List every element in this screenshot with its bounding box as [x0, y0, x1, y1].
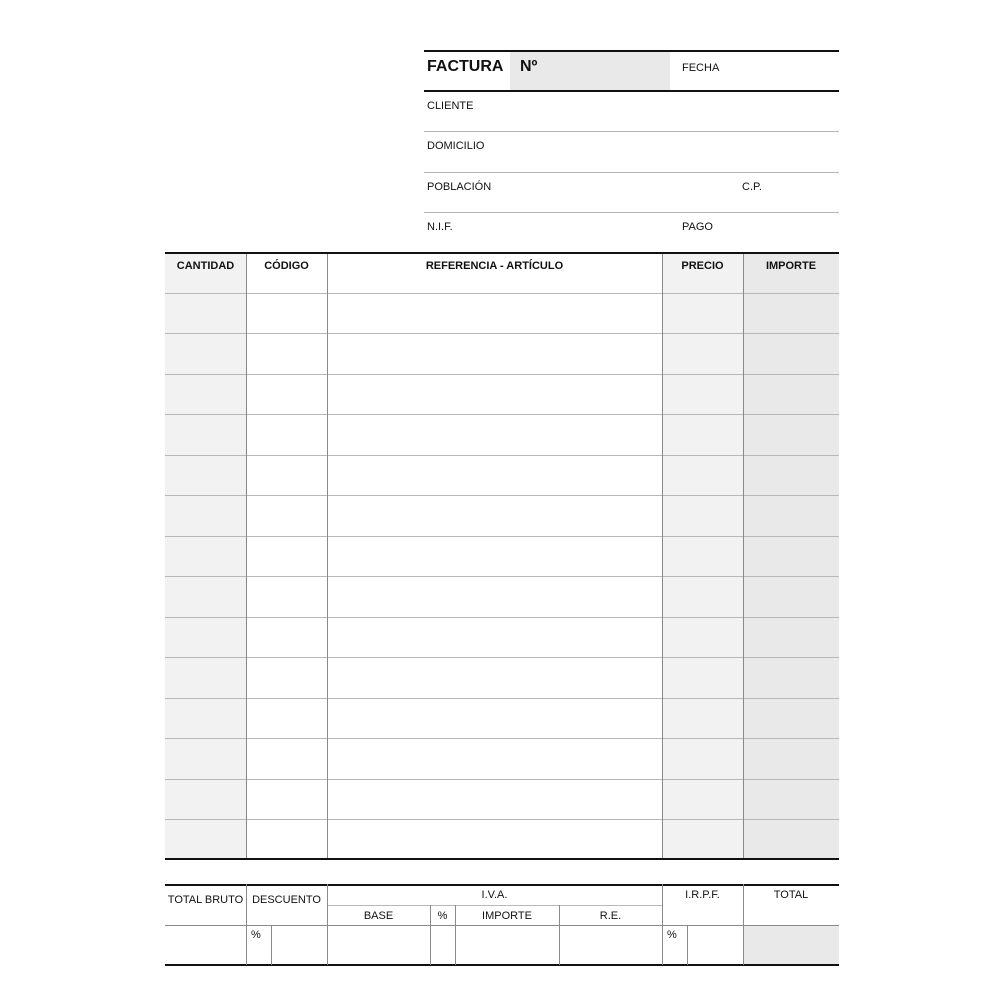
header-title-rule	[424, 90, 839, 92]
table-row-divider	[165, 374, 839, 375]
discount-pct-divider	[271, 925, 272, 965]
items-bottom-rule	[165, 858, 839, 860]
table-row-divider	[165, 819, 839, 820]
vat-base-label: BASE	[363, 910, 394, 922]
invoice-header	[424, 50, 839, 252]
column-divider	[743, 252, 744, 860]
quantity-column-shade	[165, 252, 246, 860]
discount-pct-label: %	[251, 929, 261, 941]
invoice-number-label: Nº	[520, 58, 538, 75]
town-rule	[424, 212, 839, 213]
items-table	[165, 252, 839, 860]
payment-label: PAGO	[682, 221, 713, 233]
vat-re-label: R.E.	[599, 910, 622, 922]
irpf-pct-label: %	[667, 929, 677, 941]
column-divider	[246, 252, 247, 860]
col-header-code: CÓDIGO	[264, 260, 309, 272]
col-header-amount: IMPORTE	[765, 260, 817, 272]
table-row-divider	[165, 455, 839, 456]
items-top-rule	[165, 252, 839, 254]
totals-block	[165, 884, 839, 966]
address-rule	[424, 172, 839, 173]
table-row-divider	[165, 779, 839, 780]
total-value-shade	[743, 925, 839, 965]
table-row-divider	[165, 738, 839, 739]
town-label: POBLACIÓN	[427, 181, 492, 193]
price-column-shade	[662, 252, 743, 860]
vat-label: I.V.A.	[481, 889, 508, 901]
column-divider	[662, 252, 663, 860]
postcode-label: C.P.	[742, 181, 762, 193]
nif-label: N.I.F.	[427, 221, 453, 233]
table-row-divider	[165, 657, 839, 658]
totals-top-rule	[165, 884, 839, 886]
col-header-price: PRECIO	[681, 260, 724, 272]
table-row-divider	[165, 333, 839, 334]
amount-column-shade	[743, 252, 839, 860]
total-label: TOTAL	[773, 889, 809, 901]
col-header-reference: REFERENCIA - ARTÍCULO	[425, 260, 564, 272]
table-row-divider	[165, 495, 839, 496]
address-label: DOMICILIO	[427, 140, 485, 152]
discount-label: DESCUENTO	[252, 894, 321, 906]
irpf-label: I.R.P.F.	[685, 889, 720, 901]
totals-bottom-rule	[165, 964, 839, 966]
client-rule	[424, 131, 839, 132]
vat-pct-label: %	[437, 910, 448, 922]
table-row-divider	[165, 576, 839, 577]
vat-amount-label: IMPORTE	[482, 910, 532, 922]
date-label: FECHA	[682, 62, 720, 74]
invoice-title: FACTURA	[427, 58, 504, 75]
table-row-divider	[165, 698, 839, 699]
table-row-divider	[165, 536, 839, 537]
col-header-quantity: CANTIDAD	[176, 260, 235, 272]
client-label: CLIENTE	[427, 100, 474, 112]
table-row-divider	[165, 293, 839, 294]
irpf-pct-divider	[687, 925, 688, 965]
table-row-divider	[165, 414, 839, 415]
column-divider	[327, 252, 328, 860]
gross-total-label: TOTAL BRUTO	[167, 894, 244, 906]
vat-subheader-rule	[327, 905, 662, 906]
table-row-divider	[165, 617, 839, 618]
totals-value-rule	[165, 925, 839, 926]
